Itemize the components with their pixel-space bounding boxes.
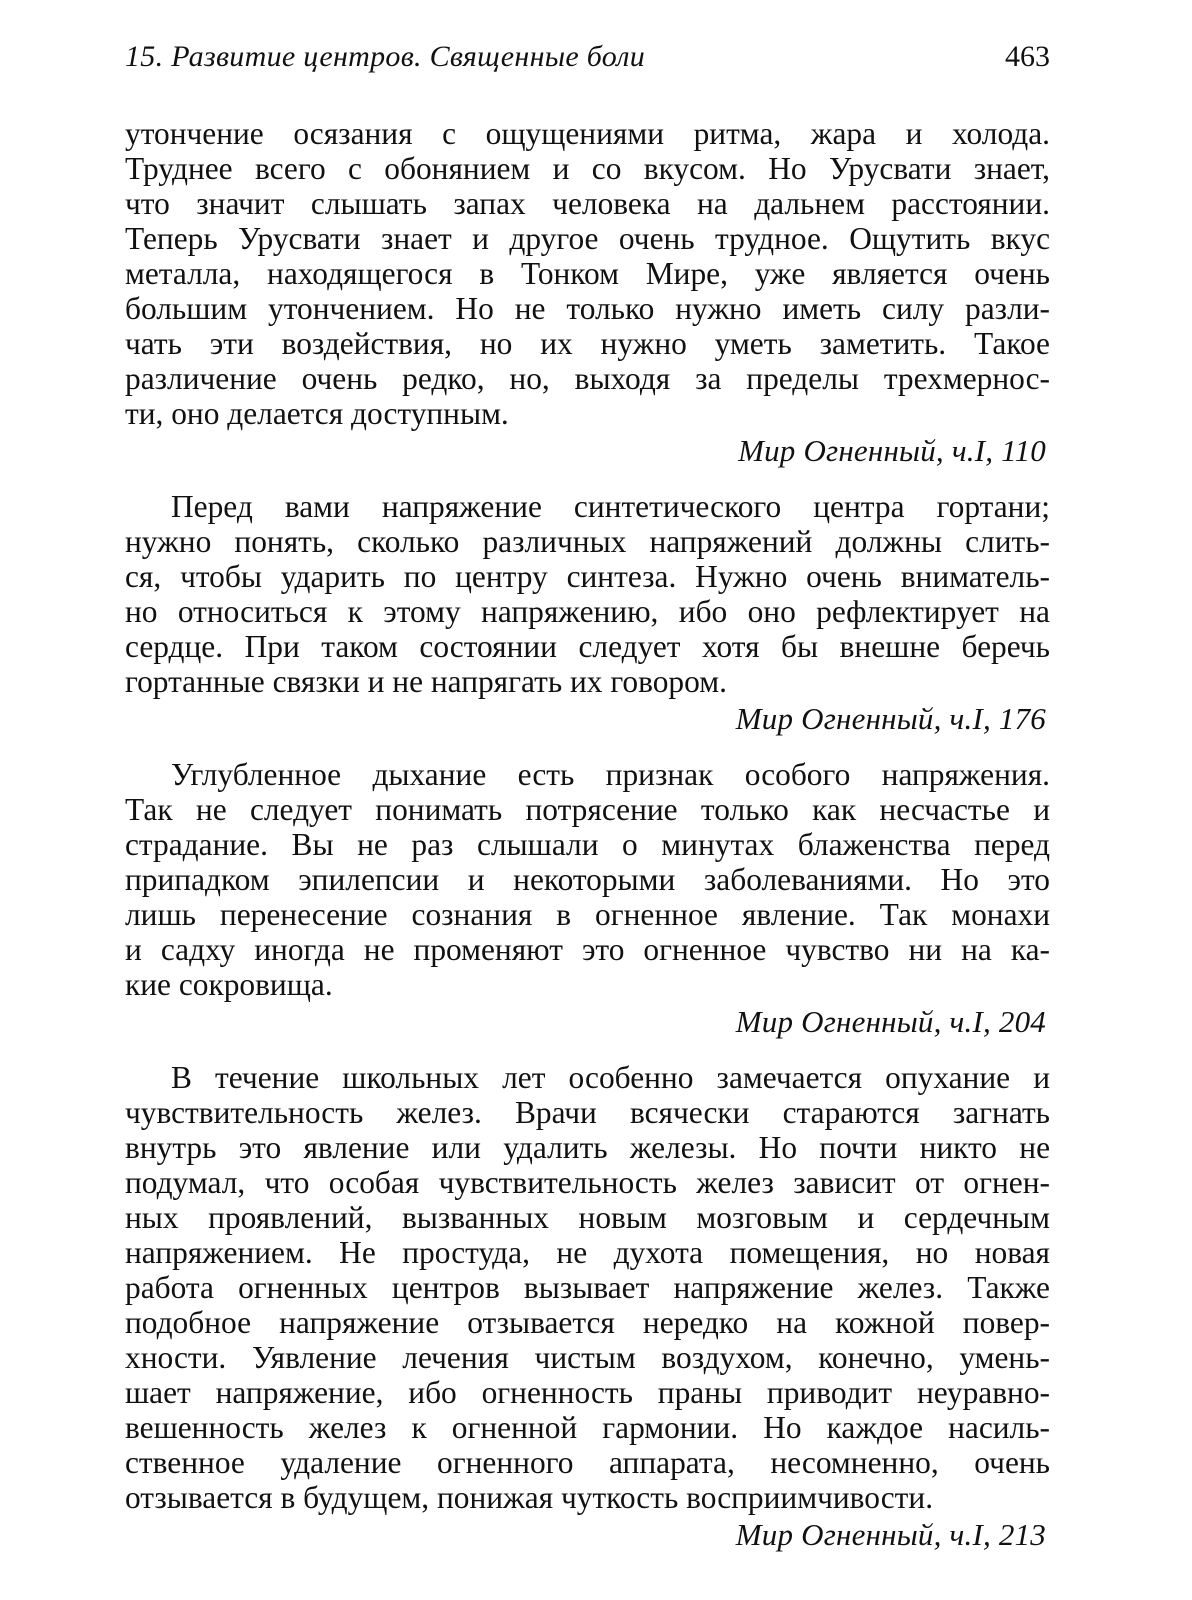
text-line: гортанные связки и не напрягать их говором.	[125, 664, 727, 699]
text-line: ти, оно делается доступным.	[125, 396, 509, 431]
passage-110	[125, 116, 1050, 471]
text-line: кие сокровища.	[125, 967, 333, 1002]
text-line: Перед вами напряжение синтетического центра гортани;	[171, 489, 1050, 524]
text-line: большим утончением. Но не только нужно иметь силу разли-	[125, 291, 1050, 326]
text-line: металла, находящегося в Тонком Мире, уже является очень	[125, 256, 1050, 291]
text-line: В течение школьных лет особенно замечается опухание и	[171, 1060, 1050, 1095]
text-line: что значит слышать запах человека на дальнем расстоянии.	[125, 186, 1050, 221]
passage-text	[125, 489, 1050, 699]
text-line: Так не следует понимать потрясение только как несчастье и	[125, 792, 1050, 827]
page-number: 463	[1005, 40, 1050, 73]
text-line: различение очень редко, но, выходя за пределы трехмернос-	[125, 361, 1050, 396]
text-line: ся, чтобы ударить по центру синтеза. Нужно очень вниматель-	[125, 559, 1050, 594]
citation: Мир Огненный, ч.I, 204	[735, 1004, 1046, 1039]
text-line: Углубленное дыхание есть признак особого напряжения.	[171, 757, 1050, 792]
text-line: шает напряжение, ибо огненность праны приводит неуравно-	[125, 1375, 1050, 1410]
text-line: Труднее всего с обонянием и со вкусом. Но Урусвати знает,	[125, 151, 1050, 186]
text-line: сердце. При таком состоянии следует хотя бы внешне беречь	[125, 629, 1050, 664]
text-line: работа огненных центров вызывает напряжение желез. Также	[125, 1270, 1050, 1305]
text-line: и садху иногда не променяют это огненное чувство ни на ка-	[125, 932, 1050, 967]
text-line: нужно понять, сколько различных напряжений должны слить-	[125, 524, 1050, 559]
text-line: утончение осязания с ощущениями ритма, жара и холода.	[125, 116, 1050, 151]
passage-213	[125, 1060, 1050, 1555]
text-line: отзывается в будущем, понижая чуткость восприимчивости.	[125, 1480, 934, 1515]
citation: Мир Огненный, ч.I, 176	[735, 701, 1046, 736]
text-line: напряжением. Не простуда, не духота помещения, но новая	[125, 1235, 1050, 1270]
text-line: лишь перенесение сознания в огненное явление. Так монахи	[125, 897, 1050, 932]
passage-176	[125, 489, 1050, 739]
text-line: внутрь это явление или удалить железы. Но почти никто не	[125, 1130, 1050, 1165]
text-line: подобное напряжение отзывается нередко на кожной повер-	[125, 1305, 1050, 1340]
text-line: вешенность желез к огненной гармонии. Но каждое насиль-	[125, 1410, 1050, 1445]
text-line: чать эти воздействия, но их нужно уметь заметить. Такое	[125, 326, 1050, 361]
text-line: чувствительность желез. Врачи всячески стараются загнать	[125, 1095, 1050, 1130]
citation: Мир Огненный, ч.I, 110	[738, 433, 1046, 468]
text-line: хности. Уявление лечения чистым воздухом, конечно, умень-	[125, 1340, 1050, 1375]
text-line: но относиться к этому напряжению, ибо оно рефлектирует на	[125, 594, 1050, 629]
text-line: страдание. Вы не раз слышали о минутах блаженства перед	[125, 827, 1050, 862]
passage-text	[125, 757, 1050, 1002]
text-line: подумал, что особая чувствительность желез зависит от огнен-	[125, 1165, 1050, 1200]
text-line: ных проявлений, вызванных новым мозговым и сердечным	[125, 1200, 1050, 1235]
running-title: 15. Развитие центров. Священные боли	[125, 40, 646, 73]
passage-text	[125, 1060, 1050, 1515]
passage-text	[125, 116, 1050, 431]
book-page	[125, 28, 1050, 1555]
citation: Мир Огненный, ч.I, 213	[735, 1517, 1046, 1552]
passage-204	[125, 757, 1050, 1042]
text-line: Теперь Урусвати знает и другое очень трудное. Ощутить вкус	[125, 221, 1050, 256]
text-line: припадком эпилепсии и некоторыми заболеваниями. Но это	[125, 862, 1050, 897]
text-line: ственное удаление огненного аппарата, несомненно, очень	[125, 1445, 1050, 1480]
running-head	[125, 28, 1050, 90]
